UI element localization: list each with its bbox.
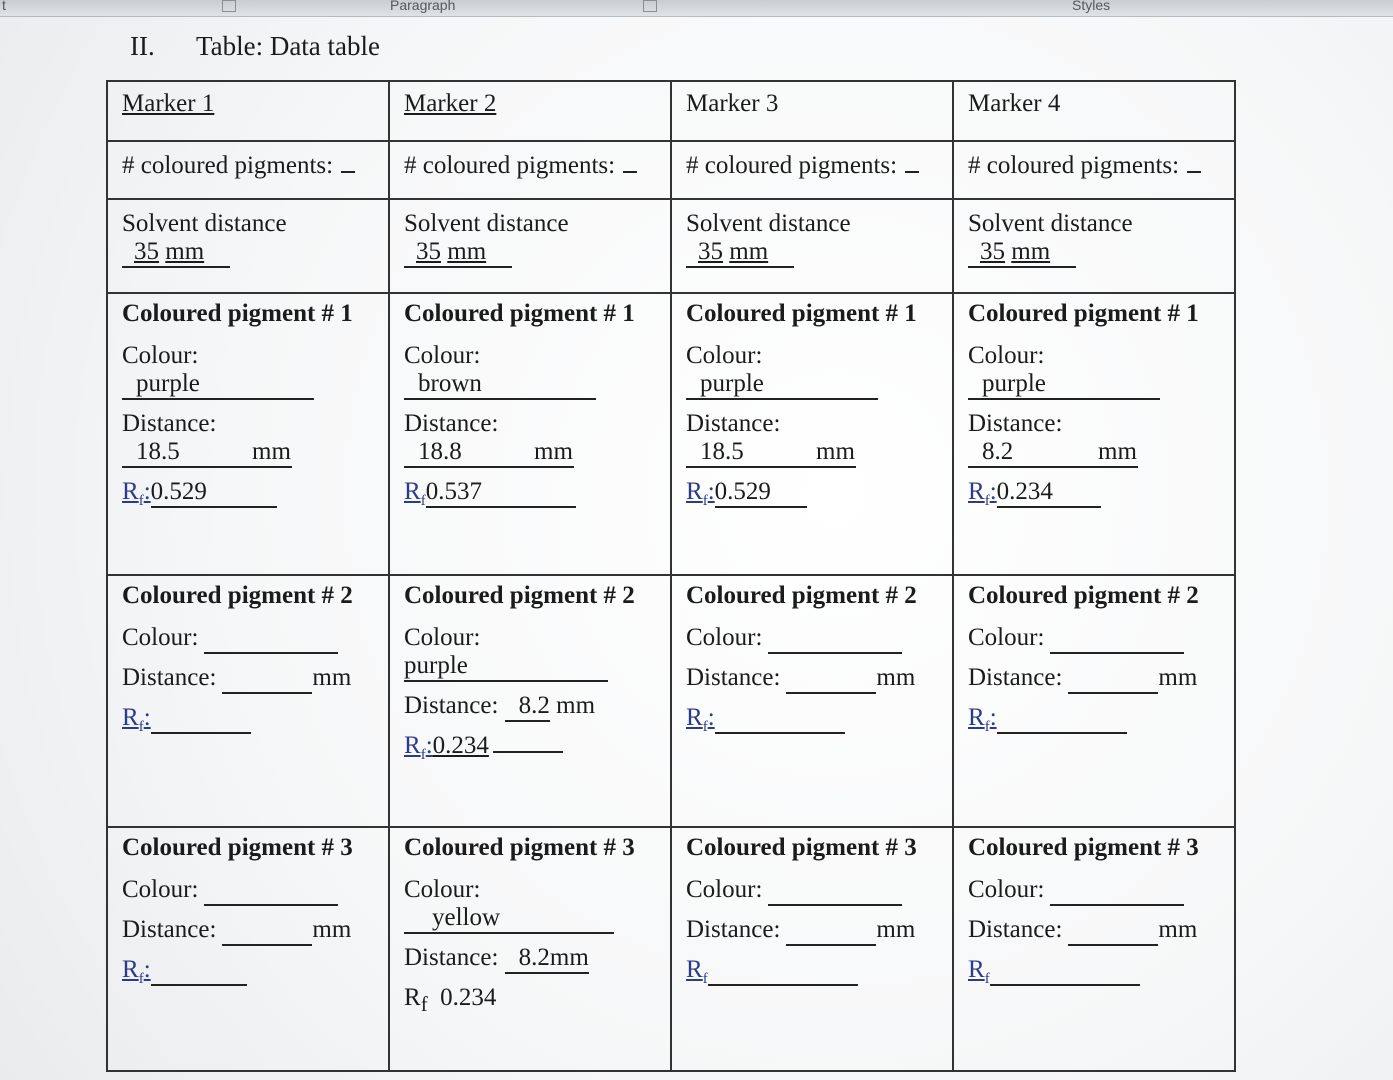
rf-field[interactable] <box>715 704 845 734</box>
solvent-label: Solvent distance <box>686 210 851 237</box>
rf-row <box>968 956 1220 988</box>
colour-value: brown <box>418 370 482 397</box>
marker-row <box>107 81 1235 141</box>
distance-label: Distance: <box>968 916 1063 943</box>
marker-cell[interactable] <box>671 81 953 141</box>
rf-field[interactable] <box>493 751 563 753</box>
colour-label: Colour: <box>404 876 481 903</box>
ribbon-bar <box>0 0 1393 17</box>
colour-label: Colour: <box>968 876 1045 903</box>
colour-field[interactable] <box>1050 624 1184 654</box>
rf-label: $R_f$: <box>686 478 715 509</box>
distance-label: Distance: <box>404 944 499 971</box>
solvent-row <box>107 199 1235 293</box>
distance-unit: mm <box>1158 916 1198 943</box>
colour-label: Colour: <box>122 876 199 903</box>
rf-label: $R_f$: <box>968 478 997 509</box>
heading-title: Table: Data table <box>196 31 381 61</box>
colour-label: Colour: <box>686 876 763 903</box>
rf-field[interactable] <box>426 478 576 508</box>
distance-unit: mm <box>876 916 916 943</box>
pigment-3-cell[interactable] <box>671 827 953 1071</box>
distance-label: Distance: <box>404 692 499 719</box>
rf-value: 0.537 <box>425 478 482 505</box>
rf-field[interactable] <box>990 956 1140 986</box>
rf-value: 0.234 <box>432 732 489 759</box>
solvent-label: Solvent distance <box>968 210 1133 237</box>
solvent-label: Solvent distance <box>122 210 287 237</box>
distance-unit: mm <box>876 664 916 691</box>
rf-row <box>404 984 656 1017</box>
colour-label: Colour: <box>122 624 199 651</box>
rf-label: $R_f$: <box>686 704 715 735</box>
pigment-2-heading: Coloured pigment # 2 <box>122 582 353 609</box>
solvent-value-field[interactable] <box>686 238 794 268</box>
solvent-value-field[interactable] <box>968 238 1076 268</box>
rf-value: 0.529 <box>150 478 207 505</box>
marker-name: Marker 1 <box>122 90 215 117</box>
distance-label: Distance: <box>122 410 217 437</box>
solvent-value: 35 <box>698 238 723 265</box>
pigment-2-row <box>107 575 1235 827</box>
rf-row <box>122 478 374 510</box>
pigment-2-heading: Coloured pigment # 2 <box>686 582 917 609</box>
rf-field[interactable] <box>151 956 247 986</box>
distance-label: Distance: <box>686 916 781 943</box>
rf-field[interactable] <box>997 478 1101 508</box>
distance-field[interactable] <box>968 438 1098 468</box>
marker-name: Marker 4 <box>968 90 1061 117</box>
pigment-1-heading: Coloured pigment # 1 <box>122 300 353 327</box>
distance-unit: mm <box>1098 438 1138 468</box>
colour-label: Colour: <box>404 624 481 651</box>
distance-field[interactable] <box>1068 664 1158 694</box>
distance-field[interactable] <box>222 916 312 946</box>
pigment-2-cell[interactable] <box>107 575 389 827</box>
pigment-2-cell[interactable] <box>671 575 953 827</box>
colour-field[interactable] <box>122 370 314 400</box>
distance-field[interactable] <box>1068 916 1158 946</box>
pigment-count-cell[interactable] <box>671 141 953 199</box>
solvent-unit: mm <box>729 238 769 265</box>
rf-row <box>122 704 374 736</box>
distance-field[interactable] <box>404 438 534 468</box>
colour-field[interactable] <box>686 370 878 400</box>
solvent-cell[interactable] <box>953 199 1235 293</box>
ribbon-font-group: t <box>2 0 6 13</box>
rf-field[interactable] <box>997 704 1127 734</box>
pigment-count-label: # coloured pigments: <box>404 152 616 179</box>
distance-unit: mm <box>556 692 596 719</box>
distance-unit: mm <box>312 664 352 691</box>
solvent-cell[interactable] <box>107 199 389 293</box>
pigment-count-label: # coloured pigments: <box>968 152 1180 179</box>
colour-field[interactable] <box>404 652 608 682</box>
solvent-value-field[interactable] <box>404 238 512 268</box>
pigment-3-row <box>107 827 1235 1071</box>
distance-field[interactable] <box>686 438 816 468</box>
pigment-3-cell[interactable] <box>389 827 671 1071</box>
rf-value: 0.234 <box>996 478 1053 505</box>
pigment-1-heading: Coloured pigment # 1 <box>404 300 635 327</box>
pigment-count-cell[interactable] <box>953 141 1235 199</box>
rf-row <box>686 956 938 988</box>
solvent-value: 35 <box>416 238 441 265</box>
table-heading <box>130 31 380 62</box>
distance-value: 8.2 <box>982 438 1014 465</box>
colour-field[interactable] <box>968 370 1160 400</box>
rf-row <box>968 478 1220 510</box>
distance-label: Distance: <box>968 664 1063 691</box>
colour-field[interactable] <box>204 876 338 906</box>
colour-label: Colour: <box>122 342 199 369</box>
pigment-1-heading: Coloured pigment # 1 <box>686 300 917 327</box>
distance-label: Distance: <box>404 410 499 437</box>
solvent-unit: mm <box>447 238 487 265</box>
rf-row <box>404 732 656 764</box>
rf-value: 0.529 <box>714 478 771 505</box>
solvent-value-field[interactable] <box>122 238 230 268</box>
solvent-cell[interactable] <box>389 199 671 293</box>
distance-field[interactable] <box>122 438 252 468</box>
distance-unit: mm <box>534 438 574 468</box>
colour-value: purple <box>404 652 468 679</box>
pigment-count-cell[interactable] <box>389 141 671 199</box>
rf-label: $R_f$: <box>122 478 151 509</box>
pigment-2-heading: Coloured pigment # 2 <box>404 582 635 609</box>
rf-field[interactable] <box>715 478 807 508</box>
solvent-label: Solvent distance <box>404 210 569 237</box>
marker-name: Marker 3 <box>686 90 779 117</box>
rf-label: $R_f$: <box>122 956 151 987</box>
distance-unit: mm <box>312 916 352 943</box>
solvent-value: 35 <box>134 238 159 265</box>
solvent-cell[interactable] <box>671 199 953 293</box>
rf-row <box>404 478 656 510</box>
pigment-count-blank[interactable] <box>623 171 637 173</box>
colour-label: Colour: <box>968 624 1045 651</box>
rf-field[interactable] <box>708 956 858 986</box>
marker-cell[interactable] <box>107 81 389 141</box>
pigment-count-blank[interactable] <box>1187 171 1201 173</box>
colour-field[interactable] <box>1050 876 1184 906</box>
distance-value: 18.5 <box>700 438 744 465</box>
ribbon-styles-group: Styles <box>1072 0 1111 13</box>
distance-label: Distance: <box>686 664 781 691</box>
ribbon-paragraph-group: Paragraph <box>390 0 456 13</box>
pigment-count-blank[interactable] <box>341 171 355 173</box>
distance-label: Distance: <box>968 410 1063 437</box>
rf-label: $R_f$ <box>404 984 428 1016</box>
distance-value: 8.2 <box>518 692 550 719</box>
pigment-1-cell[interactable] <box>389 293 671 575</box>
rf-field[interactable] <box>151 478 277 508</box>
pigment-1-heading: Coloured pigment # 1 <box>968 300 1199 327</box>
font-dialog-launcher-icon[interactable] <box>222 0 236 12</box>
pigment-2-heading: Coloured pigment # 2 <box>968 582 1199 609</box>
colour-field[interactable] <box>768 876 902 906</box>
distance-field[interactable] <box>505 692 550 722</box>
colour-label: Colour: <box>404 342 481 369</box>
pigment-3-heading: Coloured pigment # 3 <box>122 834 353 861</box>
paragraph-dialog-launcher-icon[interactable] <box>643 0 657 12</box>
rf-row <box>122 956 374 988</box>
colour-label: Colour: <box>686 342 763 369</box>
distance-value: 8.2 <box>518 944 550 971</box>
distance-value: 18.8 <box>418 438 462 465</box>
distance-unit: mm <box>1158 664 1198 691</box>
marker-cell[interactable] <box>953 81 1235 141</box>
distance-field[interactable] <box>222 664 312 694</box>
pigment-count-cell[interactable] <box>107 141 389 199</box>
rf-label: $R_f$: <box>968 704 997 735</box>
colour-value: purple <box>700 370 764 397</box>
colour-label: Colour: <box>686 624 763 651</box>
pigment-3-heading: Coloured pigment # 3 <box>404 834 635 861</box>
rf-label: $R_f$: <box>404 732 433 763</box>
distance-value: 18.5 <box>136 438 180 465</box>
colour-field[interactable] <box>204 624 338 654</box>
data-table <box>106 80 1236 1072</box>
colour-field[interactable] <box>404 904 614 934</box>
distance-field[interactable] <box>786 664 876 694</box>
marker-name: Marker 2 <box>404 90 497 117</box>
solvent-unit: mm <box>165 238 205 265</box>
heading-number: II. <box>130 31 155 61</box>
pigment-1-cell[interactable] <box>671 293 953 575</box>
pigment-3-cell[interactable] <box>107 827 389 1071</box>
pigment-1-row <box>107 293 1235 575</box>
rf-field[interactable] <box>151 704 251 734</box>
rf-row <box>968 704 1220 736</box>
pigment-count-row <box>107 141 1235 199</box>
solvent-unit: mm <box>1011 238 1051 265</box>
colour-field[interactable] <box>768 624 902 654</box>
rf-label: $R_f$ <box>968 956 990 987</box>
rf-label: $R_f$: <box>122 704 151 735</box>
distance-label: Distance: <box>122 664 217 691</box>
distance-unit: mm <box>816 438 856 468</box>
pigment-3-heading: Coloured pigment # 3 <box>968 834 1199 861</box>
colour-value: purple <box>982 370 1046 397</box>
colour-label: Colour: <box>968 342 1045 369</box>
pigment-1-cell[interactable] <box>953 293 1235 575</box>
distance-field[interactable] <box>786 916 876 946</box>
rf-row <box>686 478 938 510</box>
pigment-2-cell[interactable] <box>389 575 671 827</box>
pigment-count-blank[interactable] <box>905 171 919 173</box>
solvent-value: 35 <box>980 238 1005 265</box>
rf-label: $R_f$ <box>686 956 708 987</box>
rf-value: 0.234 <box>440 984 497 1011</box>
rf-row <box>686 704 938 736</box>
colour-value: purple <box>136 370 200 397</box>
document-page[interactable] <box>0 17 1393 1080</box>
pigment-3-cell[interactable] <box>953 827 1235 1071</box>
distance-label: Distance: <box>122 916 217 943</box>
pigment-count-label: # coloured pigments: <box>122 152 334 179</box>
pigment-2-cell[interactable] <box>953 575 1235 827</box>
distance-unit: mm <box>252 438 292 468</box>
pigment-1-cell[interactable] <box>107 293 389 575</box>
distance-unit: mm <box>549 944 589 971</box>
pigment-count-label: # coloured pigments: <box>686 152 898 179</box>
colour-value: yellow <box>432 904 501 931</box>
colour-field[interactable] <box>404 370 596 400</box>
distance-field[interactable] <box>505 944 589 974</box>
rf-label: $R_f$ <box>404 478 426 509</box>
marker-cell[interactable] <box>389 81 671 141</box>
pigment-3-heading: Coloured pigment # 3 <box>686 834 917 861</box>
distance-label: Distance: <box>686 410 781 437</box>
